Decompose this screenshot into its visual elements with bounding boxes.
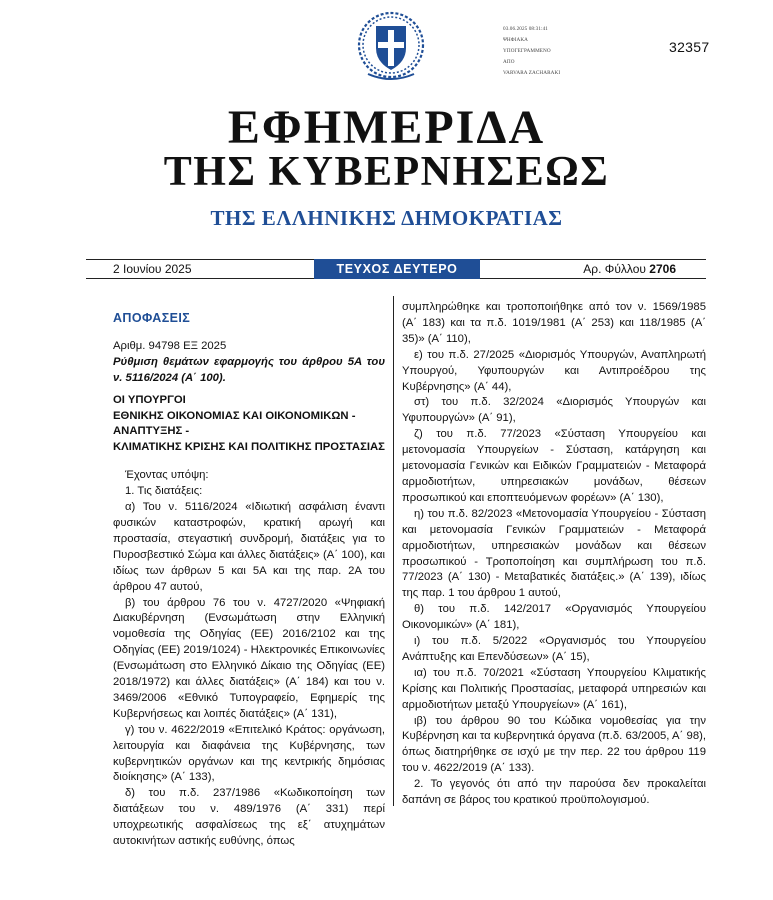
paragraph: η) του π.δ. 82/2023 «Μετονομασία Υπουργείου - Σύσταση και μετονομασία Γενικών Γραμματειών - Μεταφορά αρμοδιοτήτων, υπηρεσιακών μονάδων και θέσεων προσωπικού - Τροποποίηση και συμπλήρωση του π.δ. 77/2023 (Α΄ 130) - Μεταβατικές διατάξεις.» (Α΄ 139), ιδίως της παρ. 1 του άρθρου 1 αυτού, [402, 507, 706, 600]
left-column [113, 311, 385, 850]
paragraph: στ) του π.δ. 32/2024 «Διορισμός Υπουργών και Υφυπουργών» (Α΄ 91), [402, 396, 706, 425]
minister-line: ΚΛΙΜΑΤΙΚΗΣ ΚΡΙΣΗΣ ΚΑΙ ΠΟΛΙΤΙΚΗΣ ΠΡΟΣΤΑΣΙΑΣ [113, 441, 385, 454]
paragraph: α) Του ν. 5116/2024 «Ιδιωτική ασφάλιση έναντι φυσικών καταστροφών, κρατική αρωγή και προστασία, στεγαστική συνδρομή, διατάξεις για το Πυροσβεστικό Σώμα και άλλες διατάξεις» (Α΄ 100), και ιδίως των άρθρων 5 και 5Α και της παρ. 2Α του άρθρου 47 αυτού, [113, 501, 385, 593]
paragraph: ια) του π.δ. 70/2021 «Σύσταση Υπουργείου Κλιματικής Κρίσης και Πολιτικής Προστασίας, μεταφορά υπηρεσιών και αρμοδιοτήτων μεταξύ Υπουργείων» (Α΄ 161), [402, 666, 706, 711]
signature-timestamp: 03.06.2025 08:31:41 [503, 26, 548, 32]
issue-label: ΤΕΥΧΟΣ ΔΕΥΤΕΡΟ [314, 259, 480, 279]
minister-line: ΕΘΝΙΚΗΣ ΟΙΚΟΝΟΜΙΑΣ ΚΑΙ ΟΙΚΟΝΟΜΙΚΩΝ - ΑΝΑΠΤΥΞΗΣ - [113, 409, 356, 438]
paragraph: ιβ) του άρθρου 90 του Κώδικα νομοθεσίας για την Κυβέρνηση και τα κυβερνητικά όργανα (π.δ. 63/2005, Α΄ 98), όπως διατηρήθηκε σε ισχύ με την περ. 22 του άρθρου 119 του ν. 4622/2019 (Α΄ 133). [402, 714, 706, 775]
issue-date: 2 Ιουνίου 2025 [113, 262, 192, 276]
section-heading: ΑΠΟΦΑΣΕΙΣ [113, 311, 191, 325]
decision-number: Αριθμ. 94798 ΕΞ 2025 [113, 339, 227, 352]
masthead-title-line2: ΤΗΣ ΚΥΒΕΡΝΗΣΕΩΣ [163, 149, 610, 195]
column-divider [393, 296, 394, 806]
decision-title: Ρύθμιση θεμάτων εφαρμογής του άρθρου 5Α του ν. 5116/2024 (Α΄ 100). [113, 355, 385, 384]
paragraph: ζ) του π.δ. 77/2023 «Σύσταση Υπουργείου και μετονομασία Υπουργείων - Σύσταση, κατάργηση και μετονομασία Γενικών και Ειδικών Γραμματειών - Μεταφορά αρμοδιοτήτων, υπηρεσιακών μονάδων, θέσεων προσωπικού και εποπτευόμενων φορέων» (Α΄ 130), [402, 428, 706, 504]
masthead-subtitle: ΤΗΣ ΕΛΛΗΝΙΚΗΣ ΔΗΜΟΚΡΑΤΙΑΣ [210, 206, 563, 230]
paragraph: δ) του π.δ. 237/1986 «Κωδικοποίηση των διατάξεων του ν. 489/1976 (Α΄ 331) περί υποχρεωτικής ασφαλίσεως της εξ΄ ατυχημάτων αυτοκινήτων αστικής ευθύνης, όπως [113, 787, 385, 848]
paragraph: ι) του π.δ. 5/2022 «Οργανισμός του Υπουργείου Ανάπτυξης και Επενδύσεων» (Α΄ 15), [402, 635, 706, 663]
paragraph: Έχοντας υπόψη: [125, 469, 209, 482]
signature-line: ΑΠΟ [503, 59, 515, 65]
paragraph: ε) του π.δ. 27/2025 «Διορισμός Υπουργών, Αναπληρωτή Υπουργού, Υφυπουργών και Αντιπροέδρου της Κυβέρνησης» (Α΄ 44), [402, 348, 706, 393]
paragraph: 2. Το γεγονός ότι από την παρούσα δεν προκαλείται δαπάνη σε βάρος του κρατικού προϋπολογισμού. [402, 778, 706, 807]
signature-line: ΥΠΟΓΕΓΡΑΜΜΕΝΟ [503, 48, 551, 54]
paragraph: γ) του ν. 4622/2019 «Επιτελικό Κράτος: οργάνωση, λειτουργία και διαφάνεια της Κυβέρνησης, των κυβερνητικών οργάνων και της κεντρικής δημόσιας διοίκησης» (Α΄ 133), [113, 723, 385, 784]
sheet-number [583, 262, 676, 276]
paragraph: 1. Τις διατάξεις: [125, 485, 203, 498]
digital-signature-block [503, 24, 593, 79]
signature-line: ΨΗΦΙΑΚΑ [503, 37, 529, 43]
sheet-label: Αρ. Φύλλου [583, 262, 646, 276]
page-number: 32357 [669, 39, 710, 55]
right-column [402, 300, 706, 809]
issue-band [86, 259, 706, 279]
sheet-number-value: 2706 [649, 262, 676, 276]
paragraph: συμπληρώθηκε και τροποποιήθηκε από τον ν. 1569/1985 (Α΄ 183) και τα π.δ. 1019/1981 (Α΄ 253) και 118/1985 (Α΄ 35)» (Α΄ 110), [402, 301, 706, 345]
paragraph: β) του άρθρου 76 του ν. 4727/2020 «Ψηφιακή Διακυβέρνηση (Ενσωμάτωση στην Ελληνική νομοθεσία της Οδηγίας (ΕΕ) 2016/2102 και της Οδηγίας (ΕΕ) 2019/1024) - Ηλεκτρονικές Επικοινωνίες (Ενσωμάτωση στο Ελληνικό Δίκαιο της Οδηγίας (ΕΕ) 2018/1972) και άλλες διατάξεις» (Α΄ 184) και του ν. 3469/2006 «Εθνικό Τυπογραφείο, Εφημερίς της Κυβερνήσεως και λοιπές διατάξεις» (Α΄ 131), [113, 596, 385, 720]
paragraph: θ) του π.δ. 142/2017 «Οργανισμός Υπουργείου Οικονομικών» (Α΄ 181), [402, 603, 706, 632]
masthead-title-line1: ΕΦΗΜΕΡΙΔΑ [227, 101, 546, 154]
ministers-heading: ΟΙ ΥΠΟΥΡΓΟΙ [113, 393, 186, 406]
signature-signer: VARVARA ZACHARAKI [503, 70, 561, 76]
coat-of-arms-emblem [356, 8, 426, 82]
ministers-block [113, 393, 385, 457]
